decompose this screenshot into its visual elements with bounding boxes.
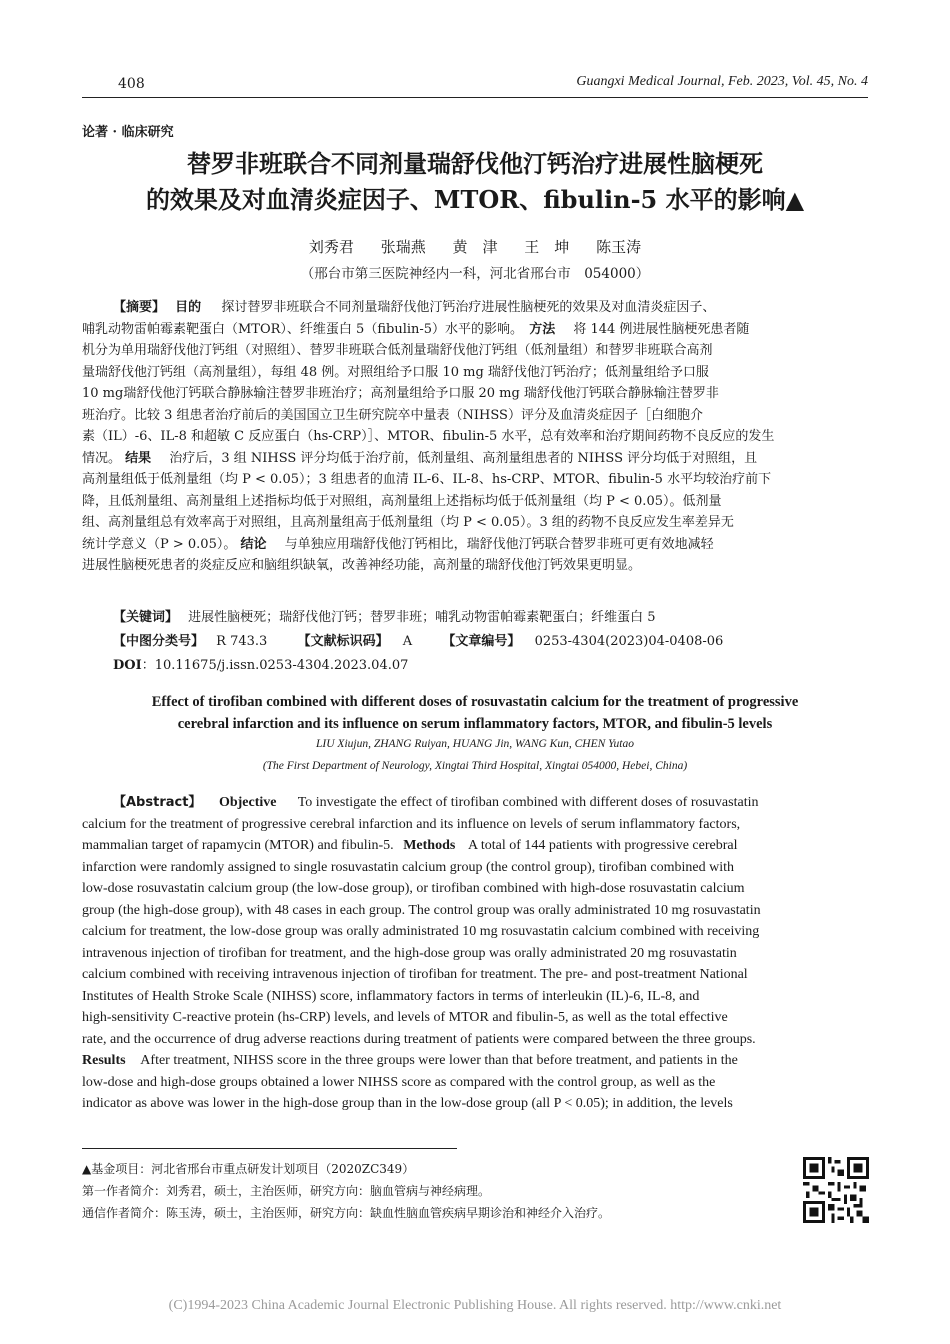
title-cn-line: 替罗非班联合不同剂量瑞舒伐他汀钙治疗进展性脑梗死 xyxy=(187,149,763,178)
affiliation-cn: （邢台市第三医院神经内一科，河北省邢台市 054000） xyxy=(300,266,650,282)
footnotes xyxy=(82,1158,610,1224)
abstract-en-text: calcium combined with receiving intravenous injection of tirofiban for treatment. The pre- and post-treatment National xyxy=(82,967,748,982)
page-number: 408 xyxy=(118,76,145,92)
objective-label: 目的 xyxy=(175,300,202,315)
author-name: 刘秀君 xyxy=(308,238,354,256)
author-name: 张瑞燕 xyxy=(380,238,426,256)
title-cn-line: 的效果及对血清炎症因子、MTOR、fibulin-5 水平的影响▲ xyxy=(145,185,805,214)
section-label: 论著 · 临床研究 xyxy=(82,125,174,140)
abstract-text: 将 144 例进展性脑梗死患者随 xyxy=(573,321,750,337)
results-en-label: Results xyxy=(82,1053,126,1068)
abstract-text: 哺乳动物雷帕霉素靶蛋白（MTOR）、纤维蛋白 5（fibulin-5）水平的影响。 xyxy=(82,321,524,337)
abstract-en-text: calcium for the treatment of progressive cerebral infarction and its influence on levels of serum inflammatory factors, xyxy=(82,816,741,832)
objective-en-label: Objective xyxy=(218,795,277,810)
footnote-rule xyxy=(82,1148,457,1149)
article-number-label: 【文章编号】 xyxy=(442,634,521,649)
classification-cn xyxy=(113,630,868,649)
abstract-en-text: mammalian target of rapamycin (MTOR) and fibulin-5. xyxy=(82,838,394,853)
journal-header: Guangxi Medical Journal, Feb. 2023, Vol. 45, No. 4 xyxy=(576,74,868,89)
abstract-text: 高剂量组低于低剂量组（均 P < 0.05）；3 组患者的血清 IL-6、IL-8、hs-CRP、MTOR、fibulin-5 水平均较治疗前下 xyxy=(82,472,772,487)
results-label: 结果 xyxy=(125,450,152,466)
conclusion-label: 结论 xyxy=(240,536,267,552)
title-en-line: cerebral infarction and its influence on serum inflammatory factors, MTOR, and fibulin-5 levels xyxy=(177,716,773,732)
doi-label: DOI xyxy=(113,658,142,673)
keywords-text: 进展性脑梗死；瑞舒伐他汀钙；替罗非班；哺乳动物雷帕霉素靶蛋白；纤维蛋白 5 xyxy=(188,610,656,625)
doi xyxy=(113,654,408,673)
abstract-label: 【摘要】 xyxy=(113,300,166,315)
abstract-en xyxy=(82,792,868,1115)
abstract-text: 情况。 xyxy=(82,450,122,466)
abstract-en-text: calcium for treatment, the low-dose group was orally administrated 10 mg rosuvastatin calcium combined with receiving xyxy=(82,924,760,939)
abstract-text: 量瑞舒伐他汀钙组（高剂量组），每组 48 例。对照组给予口服 10 mg 瑞舒伐他汀钙治疗；低剂量组给予口服 xyxy=(82,364,709,380)
abstract-en-text: Institutes of Health Stroke Scale (NIHSS) score, inflammatory factors in terms of interleukin (IL)-6, IL-8, and xyxy=(82,988,700,1004)
abstract-text: 与单独应用瑞舒伐他汀钙相比，瑞舒伐他汀钙联合替罗非班可更有效地减轻 xyxy=(284,536,714,552)
methods-label: 方法 xyxy=(529,321,556,337)
author-name: 王 坤 xyxy=(524,238,570,256)
abstract-en-text: high-sensitivity C-reactive protein (hs-CRP) levels, and levels of MTOR and fibulin-5, as well as the total effective xyxy=(82,1010,728,1025)
abstract-en-text: A total of 144 patients with progressive cerebral xyxy=(468,838,738,853)
doc-code-value: A xyxy=(402,634,413,649)
keywords-label: 【关键词】 xyxy=(113,610,179,625)
corresponding-author-note: 通信作者简介：陈玉涛，硕士，主治医师，研究方向：缺血性脑血管疾病早期诊治和神经介入治疗。 xyxy=(82,1206,611,1220)
title-cn xyxy=(82,146,868,218)
title-en xyxy=(82,691,868,735)
abstract-text: 降，且低剂量组、高剂量组上述指标均低于对照组，高剂量组上述指标均低于低剂量组（均 P < 0.05）。低剂量 xyxy=(82,493,722,509)
clc-label: 【中图分类号】 xyxy=(113,634,205,649)
abstract-en-text: indicator as above was lower in the high-dose group than in the low-dose group (all P < 0.05); in addition, the levels xyxy=(82,1096,733,1111)
abstract-text: 探讨替罗非班联合不同剂量瑞舒伐他汀钙治疗进展性脑梗死的效果及对血清炎症因子、 xyxy=(221,300,716,315)
abstract-text: 素（IL）-6、IL-8 和超敏 C 反应蛋白（hs-CRP）］、MTOR、fibulin-5 水平，总有效率和治疗期间药物不良反应的发生 xyxy=(82,429,775,444)
qr-code-icon xyxy=(803,1157,869,1223)
abstract-text: 10 mg瑞舒伐他汀钙联合静脉输注替罗非班治疗；高剂量组给予口服 20 mg 瑞舒伐他汀钙联合静脉输注替罗非 xyxy=(82,386,719,401)
abstract-text: 统计学意义（P > 0.05）。 xyxy=(82,536,237,552)
author-name: 陈玉涛 xyxy=(596,238,642,256)
abstract-en-text: low-dose rosuvastatin calcium group (the low-dose group), or tirofiban combined with high-dose rosuvastatin calcium xyxy=(82,881,745,896)
keywords-cn xyxy=(113,606,868,625)
abstract-text: 班治疗。比较 3 组患者治疗前后的美国国立卫生研究院卒中量表（NIHSS）评分及血清炎症因子［白细胞介 xyxy=(82,407,703,423)
article-number-value: 0253-4304(2023)04-0408-06 xyxy=(534,634,724,649)
header-rule xyxy=(82,97,868,98)
title-en-line: Effect of tirofiban combined with different doses of rosuvastatin calcium for the treatment of progressive xyxy=(151,694,799,710)
clc-value: R 743.3 xyxy=(216,634,268,649)
authors-cn xyxy=(82,236,868,257)
abstract-cn xyxy=(82,297,868,577)
abstract-en-text: group (the high-dose group), with 48 cases in each group. The control group was orally administrated 10 mg rosuvastatin xyxy=(82,902,761,918)
copyright-footer: (C)1994-2023 China Academic Journal Electronic Publishing House. All rights reserved. http://www.cnki.net xyxy=(168,1298,782,1313)
doc-code-label: 【文献标识码】 xyxy=(297,634,389,649)
abstract-text: 治疗后，3 组 NIHSS 评分均低于治疗前，低剂量组、高剂量组患者的 NIHSS 评分均低于对照组，且 xyxy=(169,450,758,466)
abstract-en-label: 【Abstract】 xyxy=(113,795,202,810)
abstract-text: 组、高剂量组总有效率高于对照组，且高剂量组高于低剂量组（均 P < 0.05）。3 组的药物不良反应发生率差异无 xyxy=(82,515,734,530)
author-name: 黄 津 xyxy=(452,238,498,256)
abstract-en-text: rate, and the occurrence of drug adverse reactions during treatment of patients were compared between the three groups. xyxy=(82,1031,756,1047)
fund-note: ▲基金项目：河北省邢台市重点研发计划项目（2020ZC349） xyxy=(82,1162,415,1176)
doi-value: ：10.11675/j.issn.0253-4304.2023.04.07 xyxy=(141,658,409,673)
abstract-en-text: low-dose and high-dose groups obtained a lower NIHSS score as compared with the control group, as well as the xyxy=(82,1074,716,1090)
abstract-en-text: infarction were randomly assigned to single rosuvastatin calcium group (the control group), tirofiban combined with xyxy=(82,859,734,875)
affiliation-en: (The First Department of Neurology, Xingtai Third Hospital, Xingtai 054000, Hebei, China) xyxy=(262,760,688,772)
abstract-text: 机分为单用瑞舒伐他汀钙组（对照组）、替罗非班联合低剂量瑞舒伐他汀钙组（低剂量组）和替罗非班联合高剂 xyxy=(82,343,713,358)
authors-en: LIU Xiujun, ZHANG Ruiyan, HUANG Jin, WANG Kun, CHEN Yutao xyxy=(316,738,634,750)
abstract-en-text: intravenous injection of tirofiban for treatment, and the high-dose group was orally administrated 20 mg rosuvastatin xyxy=(82,945,737,961)
abstract-en-text: To investigate the effect of tirofiban combined with different doses of rosuvastatin xyxy=(297,795,759,810)
abstract-text: 进展性脑梗死患者的炎症反应和脑组织缺氧，改善神经功能，高剂量的瑞舒伐他汀钙效果更明显。 xyxy=(82,558,642,573)
abstract-en-text: After treatment, NIHSS score in the three groups were lower than that before treatment, and patients in the xyxy=(140,1053,738,1068)
first-author-note: 第一作者简介：刘秀君，硕士，主治医师，研究方向：脑血管病与神经病理。 xyxy=(82,1184,491,1198)
methods-en-label: Methods xyxy=(403,838,456,853)
